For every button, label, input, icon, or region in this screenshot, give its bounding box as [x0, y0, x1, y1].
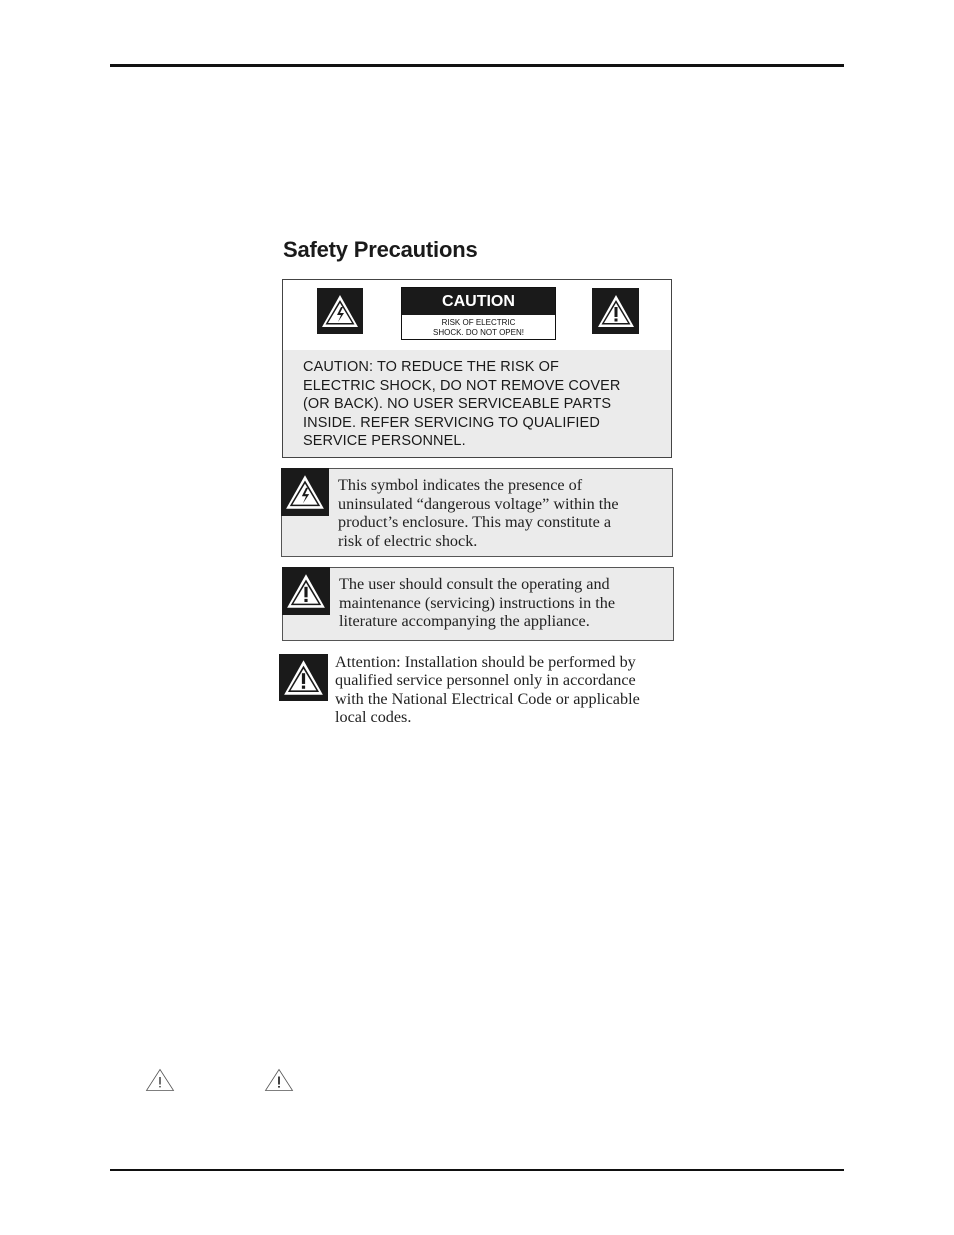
symbol-description-line: This symbol indicates the presence of [338, 476, 583, 494]
caution-text-line: INSIDE. REFER SERVICING TO QUALIFIED [303, 414, 600, 431]
attention-text-line: Attention: Installation should be performed by [335, 653, 636, 671]
caution-text-line: SERVICE PERSONNEL. [303, 433, 466, 450]
exclamation-triangle-icon [145, 1068, 175, 1092]
attention-text-line: local codes. [335, 708, 412, 727]
top-rule [110, 64, 844, 67]
caution-text-line: CAUTION: TO REDUCE THE RISK OF [303, 359, 559, 375]
caution-label-title: CAUTION [402, 288, 555, 315]
symbol-description [339, 575, 669, 631]
attention-text-line: with the National Electrical Code or applicable [335, 689, 640, 708]
exclamation-triangle-icon [592, 288, 639, 334]
caution-label-line: RISK OF ELECTRIC [441, 318, 516, 327]
symbol-description-line: product’s enclosure. This may constitute a [338, 513, 612, 532]
page-heading: Safety Precautions [283, 237, 478, 262]
exclamation-triangle-icon [264, 1068, 294, 1092]
symbol-box-voltage [281, 468, 673, 557]
attention-text [335, 653, 679, 727]
symbol-description-line: risk of electric shock. [338, 531, 478, 550]
symbol-description-line: The user should consult the operating and [339, 575, 610, 593]
caution-label-subtitle [402, 315, 555, 338]
caution-panel-header [283, 280, 671, 351]
caution-label-line: SHOCK. DO NOT OPEN! [433, 328, 524, 337]
caution-text-line: (OR BACK). NO USER SERVICEABLE PARTS [303, 396, 612, 413]
attention-text-line: qualified service personnel only in accordance [335, 671, 636, 690]
symbol-box-instructions [282, 567, 674, 641]
symbol-description [338, 476, 668, 550]
caution-label [401, 287, 556, 340]
caution-text-line: ELECTRIC SHOCK, DO NOT REMOVE COVER [303, 377, 621, 394]
lightning-triangle-icon [317, 288, 363, 334]
caution-text [303, 358, 663, 451]
caution-panel [282, 279, 672, 458]
exclamation-triangle-icon [279, 654, 328, 701]
lightning-triangle-icon [281, 468, 329, 516]
symbol-description-line: literature accompanying the appliance. [339, 612, 590, 631]
symbol-description-line: maintenance (servicing) instructions in the [339, 593, 616, 612]
bottom-rule [110, 1169, 844, 1171]
exclamation-triangle-icon [282, 567, 330, 615]
symbol-description-line: uninsulated “dangerous voltage” within the [338, 494, 619, 513]
attention-note [279, 653, 679, 729]
caution-panel-body [283, 350, 671, 457]
